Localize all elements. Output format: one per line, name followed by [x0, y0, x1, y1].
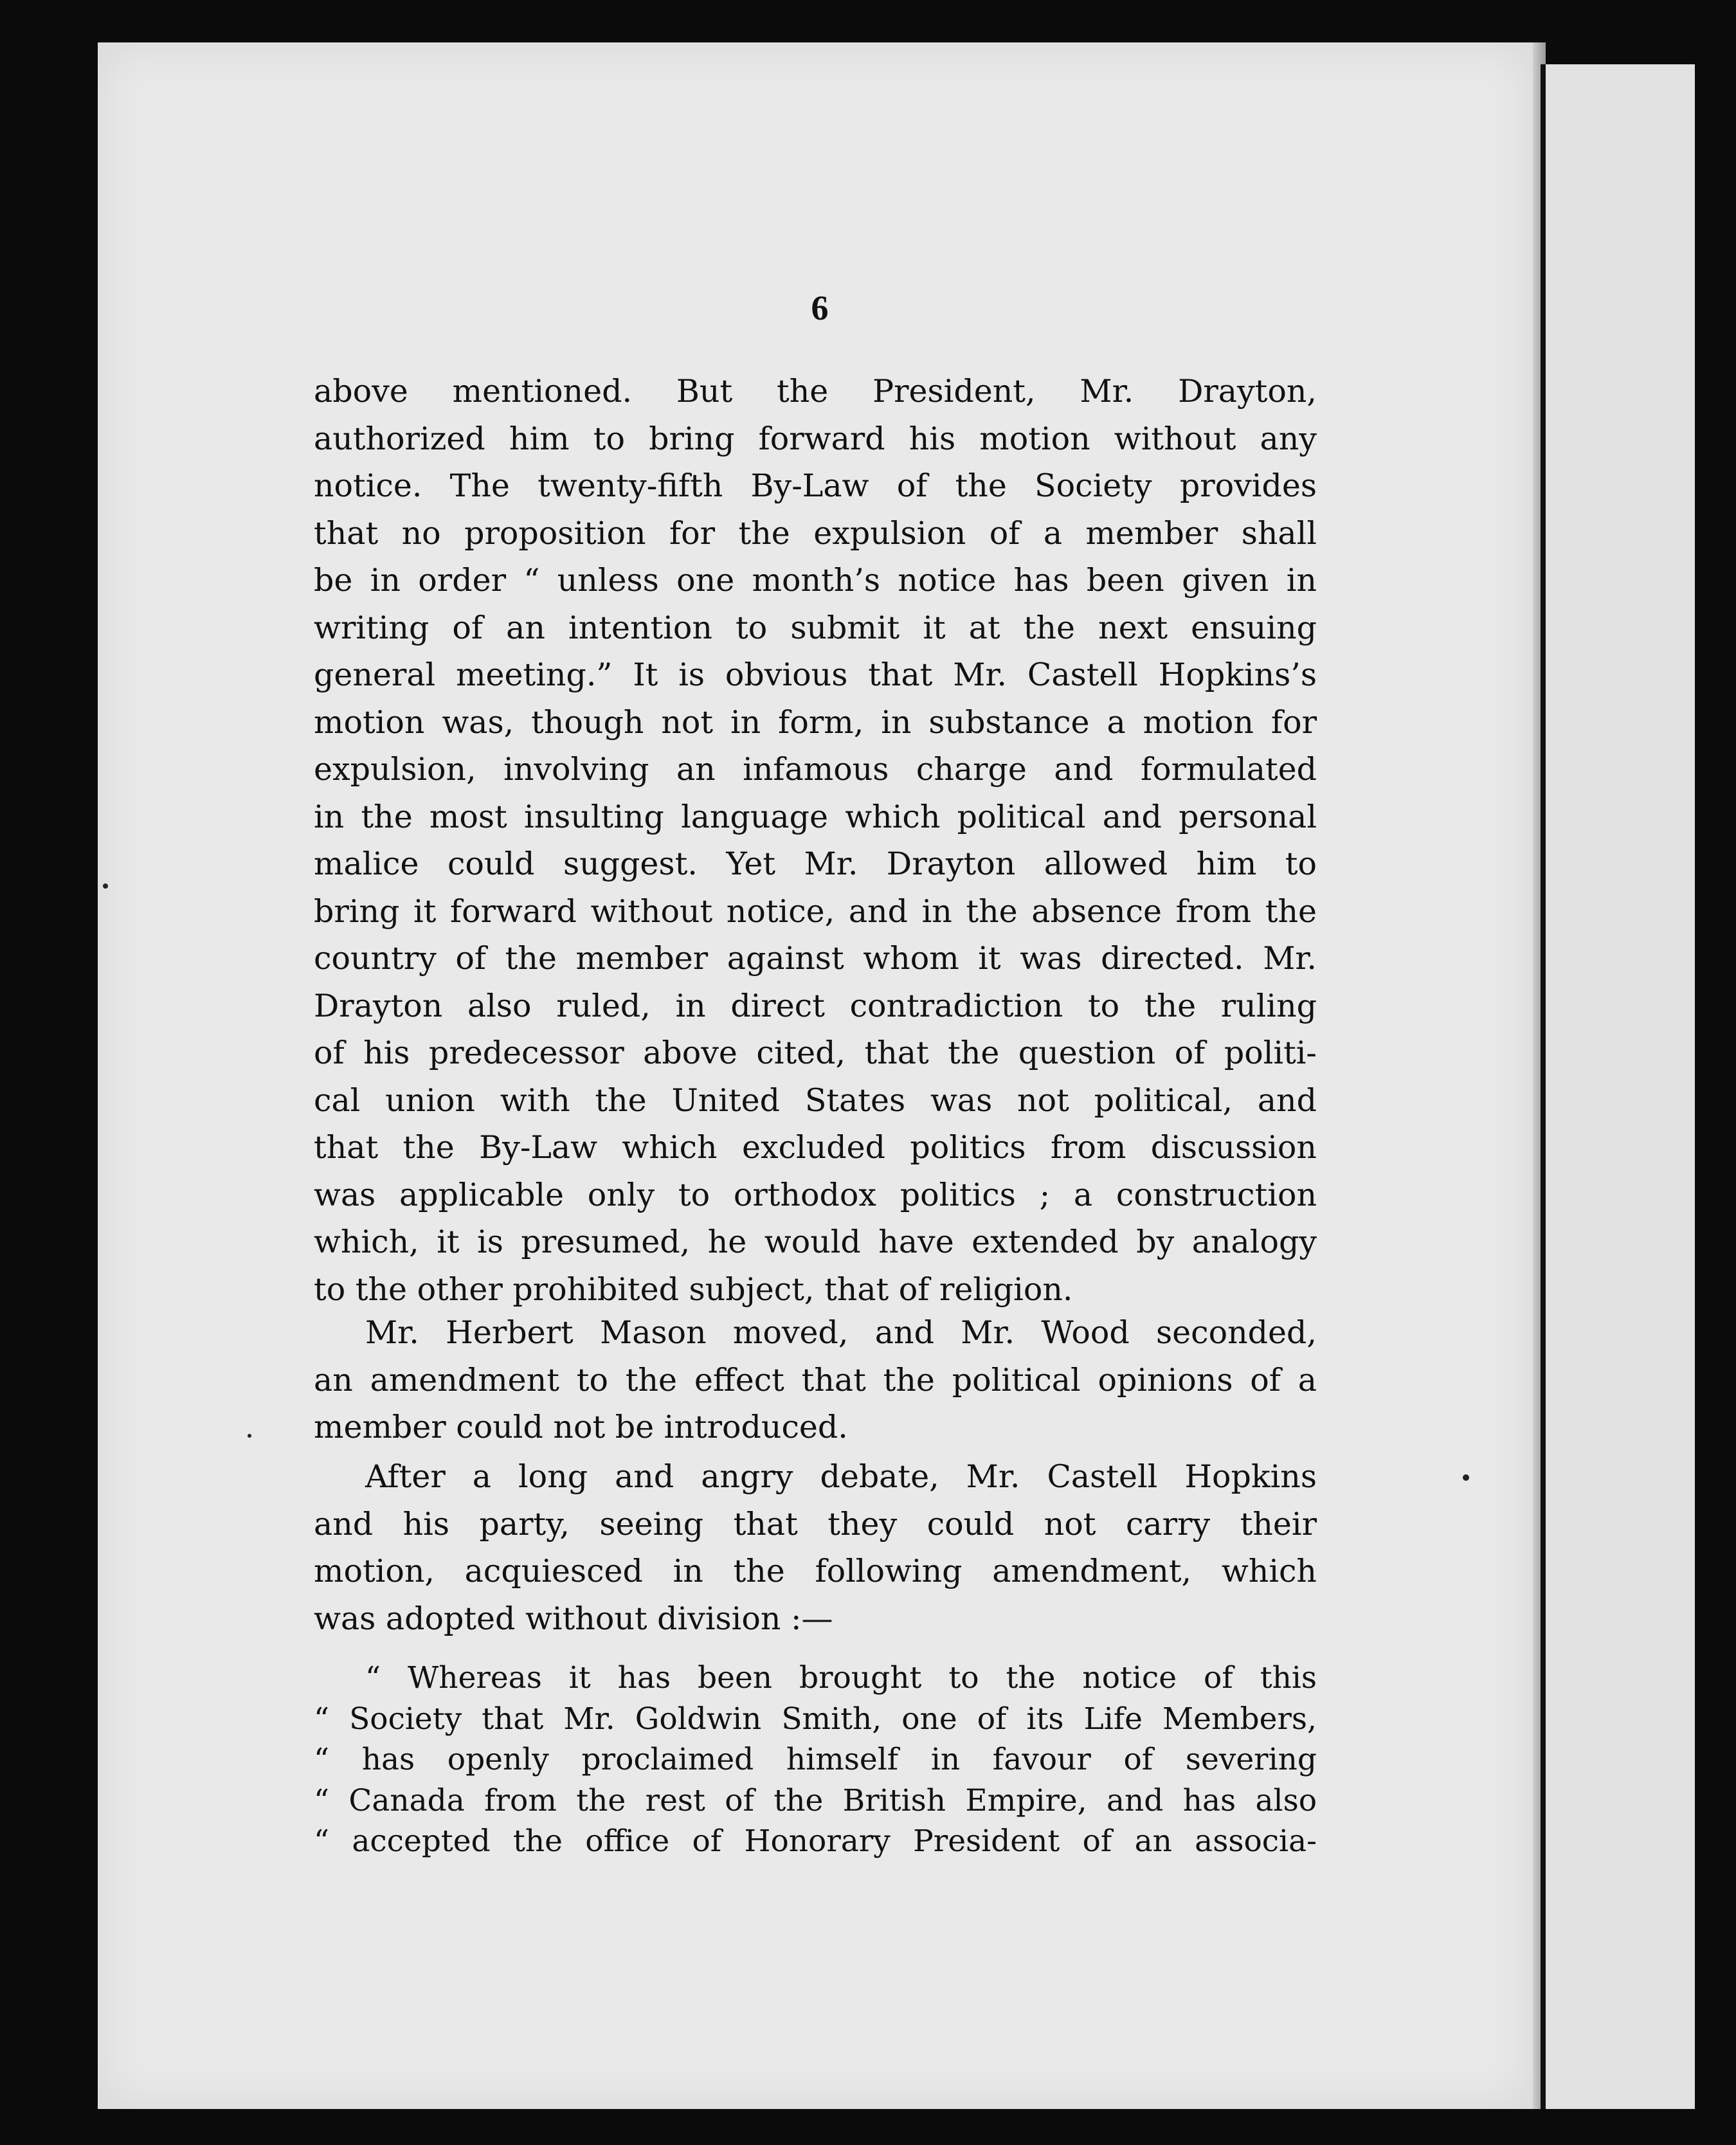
- text-line: bring it forward without notice, and in the absence from the: [314, 892, 1317, 930]
- text-line: was adopted without division :—: [314, 1600, 833, 1637]
- right-page-edge: [1546, 64, 1695, 2109]
- text-line: Mr. Herbert Mason moved, and Mr. Wood seconded,: [365, 1314, 1317, 1351]
- text-line: to the other prohibited subject, that of religion.: [314, 1271, 1073, 1308]
- text-line: motion, acquiesced in the following amendment, which: [314, 1553, 1317, 1589]
- quote-line: “ has openly proclaimed himself in favour of severing: [314, 1742, 1317, 1777]
- text-line: an amendment to the effect that the political opinions of a: [314, 1361, 1317, 1398]
- text-line: motion was, though not in form, in substance a motion for: [314, 703, 1317, 741]
- quote-line: “ Canada from the rest of the British Empire, and has also: [314, 1782, 1317, 1818]
- text-line: general meeting.” It is obvious that Mr. Castell Hopkins’s: [314, 656, 1317, 693]
- paragraph-3: [314, 1453, 1317, 1642]
- paragraph-2: [314, 1309, 1317, 1451]
- text-line: in the most insulting language which political and personal: [314, 798, 1317, 835]
- text-line: be in order “ unless one month’s notice has been given in: [314, 562, 1317, 599]
- text-line: that the By-Law which excluded politics from discussion: [314, 1129, 1317, 1166]
- text-line: Drayton also ruled, in direct contradiction to the ruling: [314, 987, 1317, 1024]
- text-line: member could not be introduced.: [314, 1409, 848, 1445]
- text-line: which, it is presumed, he would have extended by analogy: [314, 1224, 1317, 1260]
- scan-speck: [103, 883, 108, 889]
- text-line: that no proposition for the expulsion of a member shall: [314, 514, 1317, 552]
- scan-speck: [1463, 1474, 1469, 1481]
- text-line: country of the member against whom it was directed. Mr.: [314, 940, 1317, 977]
- text-line: authorized him to bring forward his motion without any: [314, 420, 1317, 457]
- text-line: expulsion, involving an infamous charge and formulated: [314, 751, 1317, 788]
- text-line: of his predecessor above cited, that the question of politi-: [314, 1035, 1317, 1071]
- quote-line: “ accepted the office of Honorary President of an associa-: [314, 1824, 1317, 1859]
- text-line: and his party, seeing that they could not carry their: [314, 1505, 1317, 1543]
- page-number: 6: [811, 289, 829, 327]
- text-line: was applicable only to orthodox politics ; a construction: [314, 1176, 1317, 1213]
- scan-speck: [248, 1434, 251, 1438]
- text-line: malice could suggest. Yet Mr. Drayton allowed him to: [314, 846, 1317, 882]
- quoted-resolution: [314, 1658, 1317, 1862]
- text-line: After a long and angry debate, Mr. Castell Hopkins: [365, 1458, 1317, 1495]
- text-line: cal union with the United States was not political, and: [314, 1082, 1317, 1119]
- quote-line: “ Society that Mr. Goldwin Smith, one of its Life Members,: [314, 1701, 1317, 1737]
- spine-shadow: [1541, 64, 1546, 2109]
- quote-line: “ Whereas it has been brought to the notice of this: [365, 1660, 1317, 1696]
- text-line: notice. The twenty-fifth By-Law of the Society provides: [314, 467, 1317, 504]
- text-line: above mentioned. But the President, Mr. Drayton,: [314, 373, 1317, 410]
- text-line: writing of an intention to submit it at the next ensuing: [314, 609, 1317, 646]
- paragraph-1: [314, 368, 1317, 1313]
